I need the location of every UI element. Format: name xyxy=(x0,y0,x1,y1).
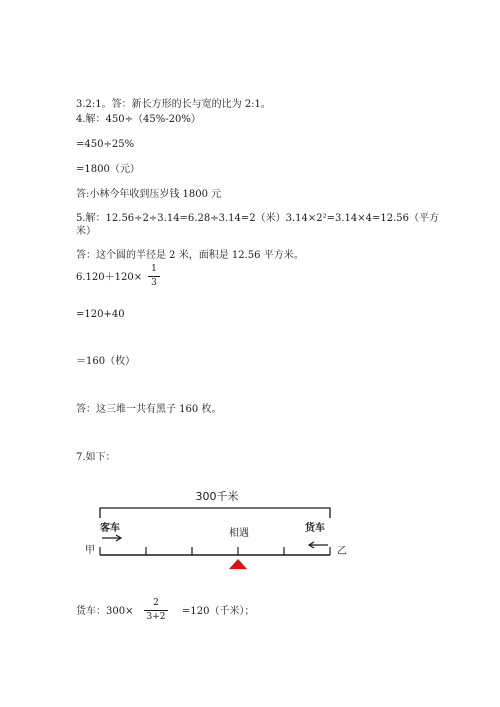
right-arrow-icon xyxy=(102,535,121,541)
right-end-label: 乙 xyxy=(337,546,347,557)
answer-4-conclusion: 答:小林今年收到压岁钱 1800 元 xyxy=(76,189,222,200)
answer-7-title: 7.如下： xyxy=(76,452,116,463)
left-vehicle-label: 客车 xyxy=(100,523,120,534)
answer-4-step-3: =1800（元） xyxy=(76,164,140,175)
fraction-denominator: 3 xyxy=(151,278,157,288)
fraction-bar xyxy=(144,610,168,611)
answer-6-step-1: 6.120＋120× xyxy=(76,272,143,283)
meeting-diagram xyxy=(0,490,500,570)
distance-label: 300千米 xyxy=(195,490,239,503)
meeting-point-marker xyxy=(229,559,247,569)
fraction-numerator: 1 xyxy=(151,264,157,274)
fraction-denominator: 3+2 xyxy=(146,612,166,622)
answer-6-step-3: ＝160（枚） xyxy=(76,356,136,367)
fraction-numerator: 2 xyxy=(153,598,159,608)
fraction-bar xyxy=(148,276,160,277)
left-end-label: 甲 xyxy=(85,545,95,556)
route-ticks xyxy=(100,547,330,555)
answer-5-step-1: 5.解：12.56÷2÷3.14=6.28÷3.14=2（米）3.14×2²=3.14×4=12.56（平方 xyxy=(76,213,439,224)
answer-3: 3.2:1。答：新长方形的长与宽的比为 2:1。 xyxy=(76,99,271,110)
answer-6-step-2: =120+40 xyxy=(76,309,125,320)
distance-brace xyxy=(100,508,330,518)
answer-6-conclusion: 答：这三堆一共有黑子 160 枚。 xyxy=(76,404,222,415)
answer-4-step-2: =450÷25% xyxy=(76,139,135,150)
answer-7-step-1-result: =120（千米）； xyxy=(182,606,255,617)
fraction-two-fifths xyxy=(144,598,168,623)
answer-5-step-1-cont: 米） xyxy=(76,226,96,237)
answer-4-step-1: 4.解：450÷（45%-20%） xyxy=(76,114,201,125)
right-vehicle-label: 货车 xyxy=(305,523,325,534)
fraction-one-third xyxy=(148,264,160,289)
meet-label: 相遇 xyxy=(229,528,249,539)
left-arrow-icon xyxy=(309,542,328,548)
answer-7-step-1-prefix: 货车：300× xyxy=(76,606,134,617)
answer-5-conclusion: 答：这个圆的半径是 2 米，面积是 12.56 平方米。 xyxy=(76,250,304,261)
